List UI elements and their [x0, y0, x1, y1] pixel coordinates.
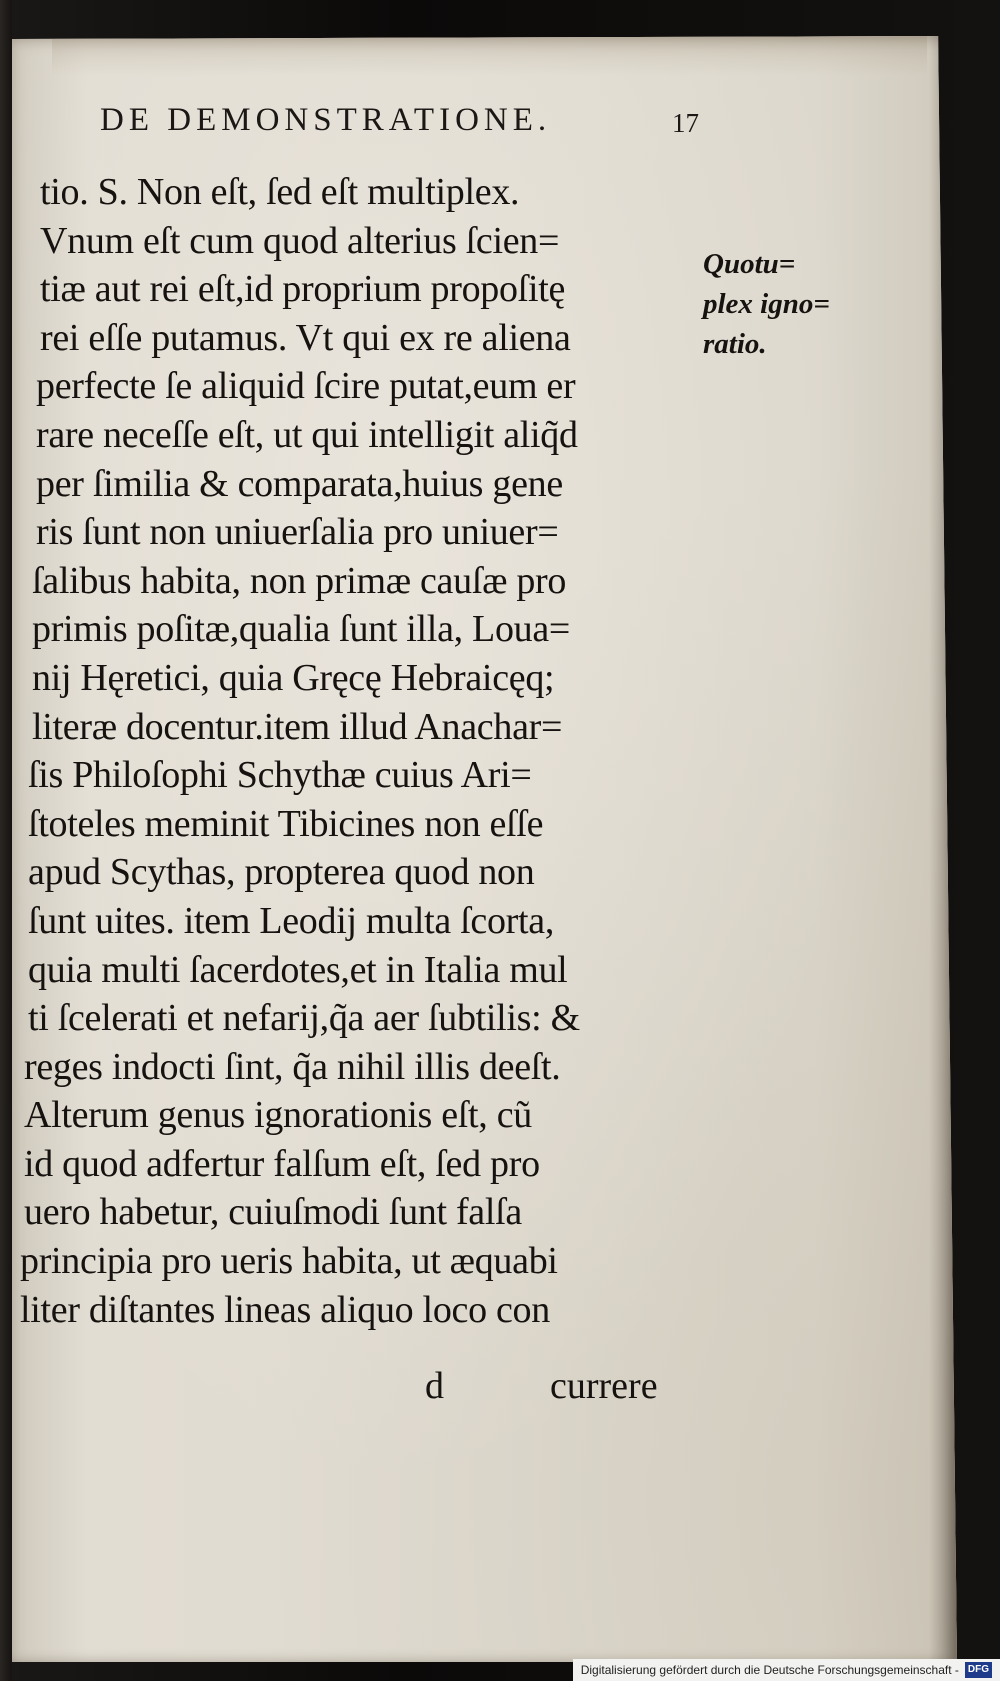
text-line: ſunt uites. item Leodij multa ſcorta, [28, 899, 555, 942]
text-line: ſis Philoſophi Schythæ cuius Ari= [28, 754, 532, 797]
text-line: rare neceſſe eſt, ut qui intelligit aliq̃d [36, 413, 578, 456]
catchword: currere [550, 1365, 658, 1407]
text-line: quia multi ſacerdotes,et in Italia mul [28, 948, 568, 991]
text-line: apud Scythas, propterea quod non [28, 851, 535, 894]
text-line: literæ docentur.item illud Anachar= [32, 705, 563, 748]
page-number: 17 [672, 108, 699, 138]
main-text-block [20, 168, 700, 1334]
text-line: uero habetur, cuiuſmodi ſunt falſa [24, 1191, 522, 1234]
text-line: principia pro ueris habita, ut æquabi [20, 1240, 558, 1283]
text-line: primis poſitæ,qualia ſunt illa, Loua= [32, 608, 571, 651]
text-line: reges indocti ſint, q̃a nihil illis deeſt. [24, 1045, 561, 1088]
text-line: ris ſunt non uniuerſalia pro uniuer= [36, 511, 559, 554]
page-foot [20, 1364, 680, 1414]
text-line: liter diſtantes lineas aliquo loco con [20, 1288, 550, 1331]
marginal-note-line: ratio. [703, 328, 767, 360]
text-line: per ſimilia & comparata,huius gene [36, 462, 563, 505]
signature-mark: d [425, 1365, 444, 1407]
text-line: ti ſcelerati et nefarij,q̃a aer ſubtilis: & [28, 997, 580, 1040]
credit-text: Digitalisierung gefördert durch die Deutsche Forschungsgemeinschaft - [580, 1663, 959, 1677]
text-line: perfecte ſe aliquid ſcire putat,eum er [36, 365, 576, 408]
text-line: rei eſſe putamus. Vt qui ex re aliena [40, 316, 571, 359]
text-line: tiæ aut rei eſt,id proprium propoſitę [40, 268, 566, 311]
text-line: Alterum genus ignorationis eſt, cũ [24, 1094, 532, 1137]
text-line: ſalibus habita, non primæ cauſæ pro [32, 559, 567, 602]
text-line: id quod adfertur falſum eſt, ſed pro [24, 1142, 540, 1185]
page-stain [52, 36, 927, 76]
marginal-note-line: Quotu= [703, 248, 796, 280]
running-head-title: DE DEMONSTRATIONE. [100, 102, 552, 138]
digitization-credit [573, 1659, 1000, 1681]
text-line: nij Hęretici, quia Gręcę Hebraicęq; [32, 656, 555, 699]
marginal-note [703, 244, 853, 364]
text-line: ſtoteles meminit Tibicines non eſſe [28, 802, 544, 845]
marginal-note-line: plex igno= [703, 288, 830, 320]
book-spine-edge [0, 0, 12, 1681]
text-line: Vnum eſt cum quod alterius ſcien= [40, 219, 560, 262]
dfg-logo: DFG [965, 1662, 992, 1678]
text-line: tio. S. Non eſt, ſed eſt multiplex. [40, 171, 520, 213]
